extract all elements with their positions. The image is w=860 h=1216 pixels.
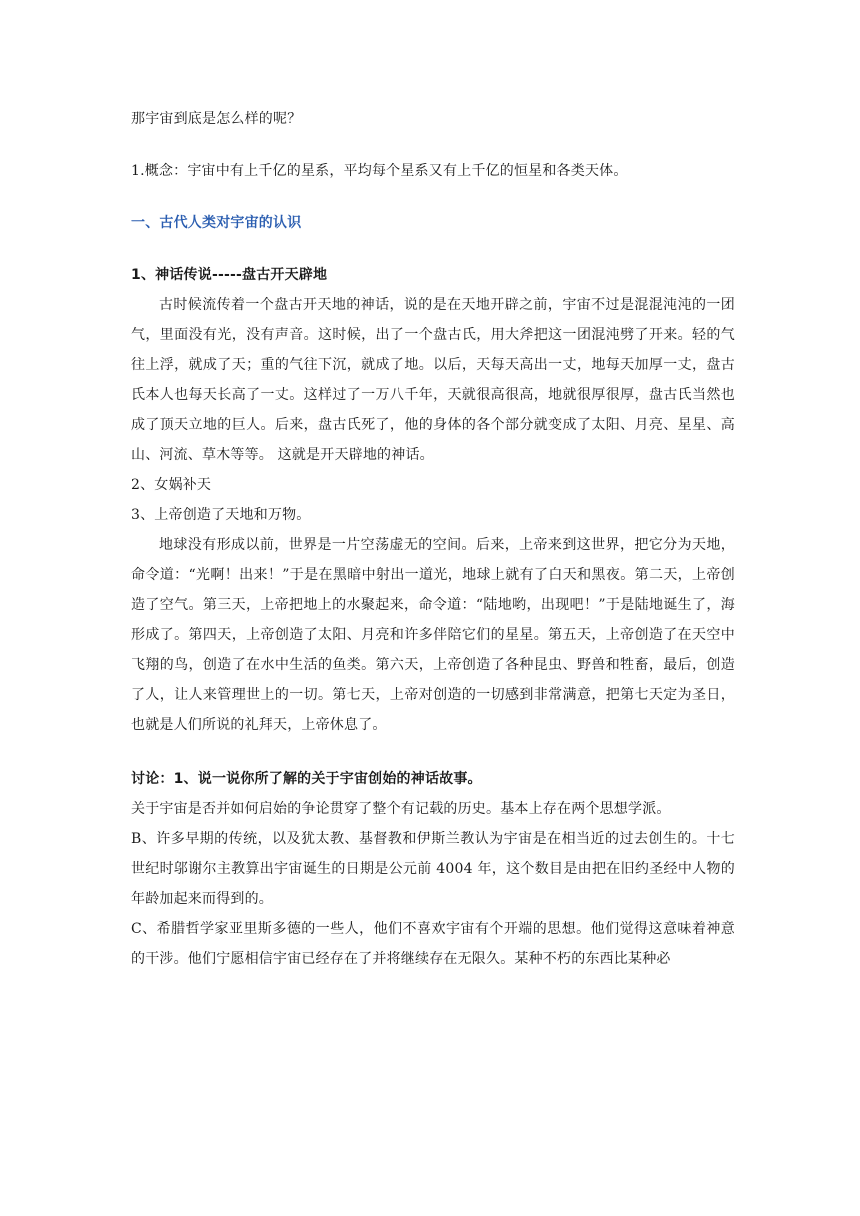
myth-subheading: 1、神话传说-----盘古开天辟地 bbox=[131, 267, 328, 283]
pangu-paragraph: 古时候流传着一个盘古开天地的神话，说的是在天地开辟之前，宇宙不过是混混沌沌的一团气，里面没有光，没有声音。这时候，出了一个盘古氏，用大斧把这一团混沌劈了开来。轻的气往上浮，就成了天；重的气往下沉，就成了地。以后，天每天高出一丈，地每天加厚一丈，盘古氏本人也每天长高了一丈。这样过了一万八千年，天就很高很高，地就很厚很厚，盘古氏当然也成了顶天立地的巨人。后来，盘古氏死了，他的身体的各个部分就变成了太阳、月亮、星星、高山、河流、草木等等。 这就是开天辟地的神话。 bbox=[131, 297, 735, 463]
spacer bbox=[131, 186, 735, 208]
god-creation-paragraph: 地球没有形成以前，世界是一片空荡虚无的空间。后来，上帝来到这世界，把它分为天地，命令道：“光啊！出来！”于是在黑暗中射出一道光，地球上就有了白天和黑夜。第二天，上帝创造了空气。第三天，上帝把地上的水聚起来，命令道：“陆地哟，出现吧！”于是陆地诞生了，海形成了。第四天，上帝创造了太阳、月亮和许多伴陪它们的星星。第五天，上帝创造了在天空中飞翔的鸟，创造了在水中生活的鱼类。第六天，上帝创造了各种昆虫、野兽和牲畜，最后，创造了人，让人来管理世上的一切。第七天，上帝对创造的一切感到非常满意，把第七天定为圣日，也就是人们所说的礼拜天，上帝休息了。 bbox=[131, 537, 735, 733]
concept-definition: 1.概念：宇宙中有上千亿的星系，平均每个星系又有上千亿的恒星和各类天体。 bbox=[131, 163, 628, 179]
debate-intro: 关于宇宙是否并如何启始的争论贯穿了整个有记载的历史。基本上存在两个思想学派。 bbox=[131, 801, 671, 817]
spacer bbox=[131, 238, 735, 260]
spacer bbox=[131, 740, 735, 764]
point-b-paragraph: B、许多早期的传统，以及犹太教、基督教和伊斯兰教认为宇宙是在相当近的过去创生的。十七世纪时邬谢尔主教算出宇宙诞生的日期是公元前 4004 年，这个数目是由把在旧约圣经中人物的年龄加起来而得到的。 bbox=[131, 831, 735, 907]
section-heading: 一、古代人类对宇宙的认识 bbox=[131, 215, 302, 231]
intro-question: 那宇宙到底是怎么样的呢？ bbox=[131, 111, 302, 127]
discussion-heading: 讨论：1、说一说你所了解的关于宇宙创始的神话故事。 bbox=[131, 771, 482, 787]
point-c-paragraph: C、希腊哲学家亚里斯多德的一些人，他们不喜欢宇宙有个开端的思想。他们觉得这意味着神意的干涉。他们宁愿相信宇宙已经存在了并将继续存在无限久。某种不朽的东西比某种必 bbox=[131, 921, 735, 967]
list-item-god-creation: 3、上帝创造了天地和万物。 bbox=[131, 507, 311, 523]
spacer bbox=[131, 134, 735, 156]
list-item-nuwa: 2、女娲补天 bbox=[131, 477, 212, 493]
document-body bbox=[131, 104, 735, 974]
